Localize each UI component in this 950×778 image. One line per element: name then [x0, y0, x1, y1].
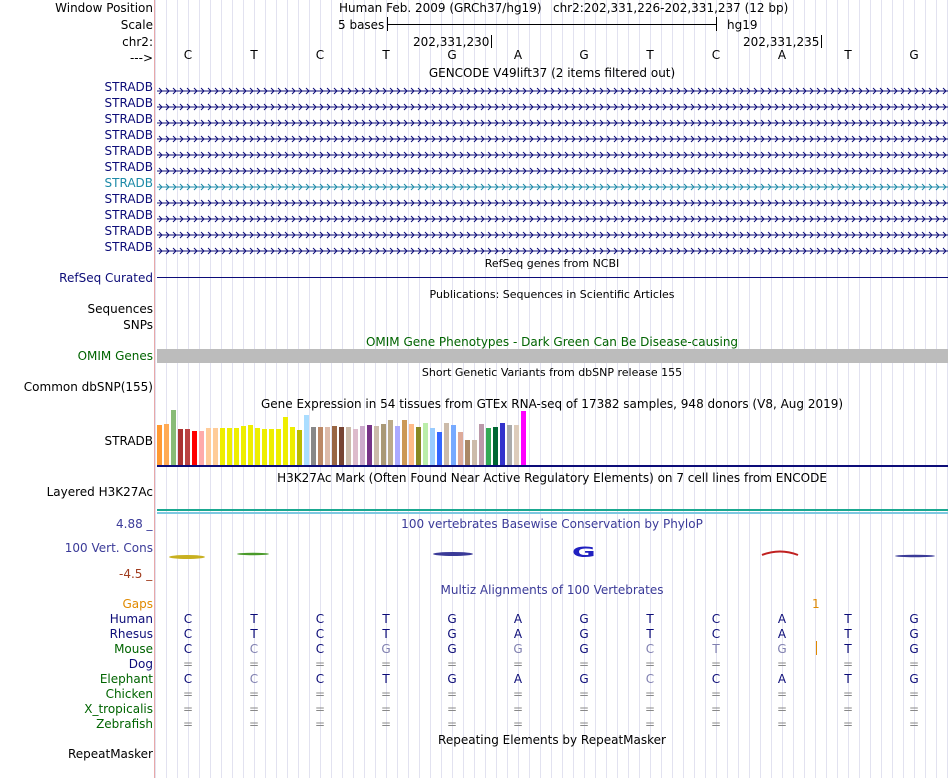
gencode-item-label[interactable]: STRADB	[104, 96, 153, 110]
multiz-base: =	[644, 702, 656, 716]
multiz-species-label[interactable]: X_tropicalis	[84, 702, 153, 716]
multiz-base: =	[314, 702, 326, 716]
gtex-tissue-bar[interactable]	[269, 429, 274, 465]
svg-text:G: G	[571, 544, 596, 561]
base-letter: G	[447, 48, 457, 62]
gencode-gene-model[interactable]	[157, 84, 948, 92]
multiz-base: G	[909, 642, 919, 656]
gtex-tissue-bar[interactable]	[241, 426, 246, 465]
gencode-item-label[interactable]: STRADB	[104, 112, 153, 126]
multiz-base: C	[711, 627, 721, 641]
scale-label: Scale	[120, 18, 153, 32]
multiz-base: T	[646, 627, 654, 641]
multiz-base: =	[776, 702, 788, 716]
gtex-tissue-bar[interactable]	[367, 425, 372, 465]
multiz-base: T	[382, 612, 390, 626]
gtex-tissue-bar[interactable]	[486, 428, 491, 465]
multiz-base: C	[249, 672, 259, 686]
left-border	[154, 0, 155, 778]
multiz-base: T	[844, 642, 852, 656]
gtex-tissue-bar[interactable]	[276, 429, 281, 465]
multiz-base: C	[183, 627, 193, 641]
multiz-base: C	[645, 672, 655, 686]
multiz-base: A	[513, 627, 523, 641]
refseq-gene-line[interactable]	[157, 277, 948, 278]
multiz-base: =	[446, 717, 458, 731]
multiz-base: =	[248, 687, 260, 701]
multiz-base: =	[446, 687, 458, 701]
gencode-item-label[interactable]: STRADB	[104, 80, 153, 94]
gtex-tissue-bar[interactable]	[521, 411, 526, 465]
multiz-base: G	[579, 642, 589, 656]
multiz-base: =	[446, 702, 458, 716]
multiz-base: =	[248, 702, 260, 716]
gencode-item-label[interactable]: STRADB	[104, 128, 153, 142]
dbsnp-label[interactable]: Common dbSNP(155)	[23, 380, 153, 394]
gencode-gene-model[interactable]	[157, 196, 948, 204]
multiz-base: T	[844, 627, 852, 641]
multiz-base: C	[183, 612, 193, 626]
strand-label: --->	[129, 51, 153, 65]
snps-label[interactable]: SNPs	[123, 318, 153, 332]
gtex-tissue-bar[interactable]	[171, 410, 176, 465]
publications-track-title[interactable]: Publications: Sequences in Scientific Articles	[429, 288, 675, 301]
gencode-item-label[interactable]: STRADB	[104, 224, 153, 238]
gtex-tissue-bar[interactable]	[437, 432, 442, 465]
gencode-gene-model[interactable]	[157, 132, 948, 140]
gtex-tissue-bar[interactable]	[402, 420, 407, 465]
multiz-base: =	[182, 657, 194, 671]
multiz-base: =	[710, 687, 722, 701]
refseq-label[interactable]: RefSeq Curated	[59, 271, 153, 285]
gtex-tissue-bar[interactable]	[325, 427, 330, 465]
multiz-base: =	[908, 717, 920, 731]
multiz-base: =	[644, 687, 656, 701]
multiz-species-label[interactable]: Zebrafish	[96, 717, 153, 731]
multiz-base: =	[248, 717, 260, 731]
gtex-tissue-bar[interactable]	[318, 427, 323, 465]
gtex-tissue-bar[interactable]	[297, 430, 302, 465]
multiz-base: =	[710, 702, 722, 716]
gtex-tissue-bar[interactable]	[514, 425, 519, 465]
gtex-tissue-bar[interactable]	[192, 431, 197, 465]
gtex-tissue-bar[interactable]	[430, 428, 435, 465]
multiz-base: G	[777, 642, 787, 656]
multiz-base: A	[513, 612, 523, 626]
multiz-base: G	[447, 672, 457, 686]
gtex-tissue-bar[interactable]	[360, 426, 365, 465]
gencode-item-label[interactable]: STRADB	[104, 208, 153, 222]
base-letter: C	[183, 48, 193, 62]
repeatmasker-track-title[interactable]: Repeating Elements by RepeatMasker	[438, 733, 666, 747]
gtex-tissue-bar[interactable]	[220, 428, 225, 465]
gaps-value: 1	[812, 597, 820, 611]
multiz-base: A	[513, 672, 523, 686]
base-letter: T	[250, 48, 258, 62]
multiz-base: =	[644, 717, 656, 731]
base-letter: T	[382, 48, 390, 62]
ruler-pos-1: 202,331,230	[413, 35, 492, 49]
multiz-base: A	[777, 627, 787, 641]
gtex-tissue-bar[interactable]	[185, 429, 190, 465]
gtex-tissue-bar[interactable]	[500, 423, 505, 465]
gencode-item-label[interactable]: STRADB	[104, 160, 153, 174]
refseq-track-title[interactable]: RefSeq genes from NCBI	[484, 257, 620, 270]
multiz-base: G	[909, 627, 919, 641]
multiz-base: C	[315, 672, 325, 686]
gtex-tissue-bar[interactable]	[199, 431, 204, 465]
base-letter: G	[579, 48, 589, 62]
multiz-base: C	[711, 612, 721, 626]
gencode-track-title[interactable]: GENCODE V49lift37 (2 items filtered out)	[428, 66, 676, 80]
gtex-tissue-bar[interactable]	[255, 428, 260, 465]
multiz-base: =	[842, 717, 854, 731]
multiz-base: T	[382, 627, 390, 641]
multiz-base: T	[712, 642, 720, 656]
gtex-bar-chart[interactable]	[157, 410, 557, 465]
gtex-tissue-bar[interactable]	[395, 426, 400, 465]
multiz-species-label[interactable]: Mouse	[114, 642, 153, 656]
gtex-tissue-bar[interactable]	[283, 417, 288, 465]
multiz-base: C	[183, 672, 193, 686]
multiz-base: =	[644, 657, 656, 671]
gencode-gene-model[interactable]	[157, 148, 948, 156]
h3k27ac-track-title[interactable]: H3K27Ac Mark (Often Found Near Active Regulatory Elements) on 7 cell lines from ENCODE	[277, 471, 827, 485]
multiz-species-label[interactable]: Dog	[128, 657, 153, 671]
multiz-base: =	[908, 702, 920, 716]
multiz-species-label[interactable]: Human	[109, 612, 153, 626]
gtex-tissue-bar[interactable]	[178, 429, 183, 465]
multiz-base: =	[842, 702, 854, 716]
cons-max-label: 4.88 _	[116, 517, 153, 531]
gtex-tissue-bar[interactable]	[290, 427, 295, 465]
multiz-base: =	[908, 687, 920, 701]
gtex-tissue-bar[interactable]	[248, 425, 253, 465]
multiz-base: G	[381, 642, 391, 656]
gtex-tissue-bar[interactable]	[346, 427, 351, 465]
multiz-base: C	[315, 612, 325, 626]
conservation-track-title[interactable]: 100 vertebrates Basewise Conservation by PhyloP	[401, 517, 703, 531]
gtex-tissue-bar[interactable]	[206, 428, 211, 465]
multiz-base: G	[447, 612, 457, 626]
omim-gene-bar[interactable]	[157, 349, 948, 363]
multiz-base: =	[578, 687, 590, 701]
gaps-label[interactable]: Gaps	[122, 597, 153, 611]
gtex-tissue-bar[interactable]	[157, 425, 162, 465]
gtex-tissue-bar[interactable]	[409, 424, 414, 465]
gtex-tissue-bar[interactable]	[311, 427, 316, 465]
multiz-base: G	[909, 612, 919, 626]
gtex-tissue-bar[interactable]	[472, 440, 477, 465]
gencode-gene-model[interactable]	[157, 100, 948, 108]
repeatmasker-label[interactable]: RepeatMasker	[67, 747, 153, 761]
omim-label[interactable]: OMIM Genes	[77, 349, 153, 363]
gtex-tissue-bar[interactable]	[262, 429, 267, 465]
gtex-tissue-bar[interactable]	[451, 425, 456, 465]
multiz-base: =	[512, 687, 524, 701]
gencode-gene-model[interactable]	[157, 116, 948, 124]
multiz-base: A	[777, 612, 787, 626]
db-label: hg19	[727, 18, 758, 32]
gtex-tissue-bar[interactable]	[479, 424, 484, 465]
multiz-base: C	[249, 642, 259, 656]
gtex-tissue-bar[interactable]	[493, 427, 498, 465]
scale-text: 5 bases	[338, 18, 385, 32]
scale-bar	[387, 17, 717, 31]
multiz-base: C	[711, 672, 721, 686]
gtex-tissue-bar[interactable]	[164, 424, 169, 465]
assembly-title: Human Feb. 2009 (GRCh37/hg19) chr2:202,331,226-202,331,237 (12 bp)	[339, 1, 789, 15]
multiz-base: =	[512, 717, 524, 731]
grid-line	[155, 0, 156, 778]
ruler-pos-2: 202,331,235	[743, 35, 822, 49]
multiz-base: =	[842, 687, 854, 701]
gtex-tissue-bar[interactable]	[507, 425, 512, 465]
multiz-base: =	[380, 717, 392, 731]
gencode-gene-model[interactable]	[157, 164, 948, 172]
base-letter: A	[513, 48, 523, 62]
gencode-item-label[interactable]: STRADB	[104, 176, 153, 190]
multiz-base: T	[250, 627, 258, 641]
multiz-base: =	[512, 702, 524, 716]
multiz-base: G	[909, 672, 919, 686]
multiz-base: =	[380, 687, 392, 701]
gtex-tissue-bar[interactable]	[339, 427, 344, 465]
gtex-tissue-bar[interactable]	[213, 428, 218, 465]
multiz-base: =	[446, 657, 458, 671]
gtex-tissue-bar[interactable]	[381, 424, 386, 465]
multiz-species-label[interactable]: Elephant	[99, 672, 153, 686]
omim-track-title[interactable]: OMIM Gene Phenotypes - Dark Green Can Be Disease-causing	[365, 335, 739, 349]
gtex-tissue-bar[interactable]	[353, 429, 358, 465]
multiz-base: =	[248, 657, 260, 671]
multiz-base: G	[447, 627, 457, 641]
multiz-base: =	[380, 702, 392, 716]
gtex-tissue-bar[interactable]	[234, 428, 239, 465]
h3k27ac-label[interactable]: Layered H3K27Ac	[46, 485, 153, 499]
multiz-base: C	[315, 642, 325, 656]
sequences-label[interactable]: Sequences	[87, 302, 153, 316]
base-letter: T	[844, 48, 852, 62]
multiz-base: =	[578, 702, 590, 716]
gencode-gene-model[interactable]	[157, 212, 948, 220]
gtex-track-title[interactable]: Gene Expression in 54 tissues from GTEx RNA-seq of 17382 samples, 948 donors (V8, Aug 2019)	[260, 397, 844, 411]
gtex-tissue-bar[interactable]	[465, 440, 470, 465]
multiz-base: C	[315, 627, 325, 641]
gtex-tissue-bar[interactable]	[458, 432, 463, 465]
gtex-tissue-bar[interactable]	[332, 426, 337, 465]
multiz-base: =	[314, 687, 326, 701]
base-letter: A	[777, 48, 787, 62]
conservation-logo[interactable]	[155, 540, 950, 570]
multiz-base: =	[182, 687, 194, 701]
dbsnp-track-title[interactable]: Short Genetic Variants from dbSNP release 155	[421, 366, 683, 379]
multiz-base: C	[183, 642, 193, 656]
gtex-tissue-bar[interactable]	[227, 428, 232, 465]
multiz-base: =	[182, 717, 194, 731]
gencode-gene-model[interactable]	[157, 244, 948, 252]
multiz-base: =	[578, 717, 590, 731]
multiz-base: T	[844, 612, 852, 626]
chr-label: chr2:	[122, 35, 153, 49]
multiz-base: =	[314, 657, 326, 671]
base-letter: C	[711, 48, 721, 62]
multiz-track-title[interactable]: Multiz Alignments of 100 Vertebrates	[440, 583, 664, 597]
multiz-species-label[interactable]: Chicken	[105, 687, 153, 701]
multiz-base: T	[646, 612, 654, 626]
gencode-item-label[interactable]: STRADB	[104, 144, 153, 158]
multiz-base: =	[776, 657, 788, 671]
h3k27ac-signal-2[interactable]	[157, 512, 948, 514]
multiz-base: =	[380, 657, 392, 671]
gtex-tissue-bar[interactable]	[388, 420, 393, 465]
gtex-tissue-bar[interactable]	[304, 415, 309, 465]
gencode-item-label[interactable]: STRADB	[104, 240, 153, 254]
multiz-base: =	[710, 717, 722, 731]
multiz-base: =	[710, 657, 722, 671]
window-position-label: Window Position	[55, 1, 153, 15]
multiz-base: =	[314, 717, 326, 731]
multiz-species-label[interactable]: Rhesus	[109, 627, 153, 641]
gap-marker	[816, 641, 817, 655]
multiz-base: G	[513, 642, 523, 656]
gtex-label[interactable]: STRADB	[104, 434, 153, 448]
h3k27ac-signal[interactable]	[157, 509, 948, 511]
multiz-base: G	[579, 627, 589, 641]
base-letter: G	[909, 48, 919, 62]
multiz-base: =	[908, 657, 920, 671]
multiz-base: T	[250, 612, 258, 626]
cons-label[interactable]: 100 Vert. Cons	[64, 541, 153, 555]
gtex-tissue-bar[interactable]	[374, 426, 379, 465]
multiz-base: G	[579, 612, 589, 626]
multiz-base: =	[182, 702, 194, 716]
multiz-base: G	[447, 642, 457, 656]
gtex-tissue-bar[interactable]	[416, 427, 421, 465]
gtex-tissue-bar[interactable]	[444, 423, 449, 465]
multiz-base: G	[579, 672, 589, 686]
multiz-base: =	[776, 687, 788, 701]
base-letter: T	[646, 48, 654, 62]
multiz-base: =	[578, 657, 590, 671]
gtex-tissue-bar[interactable]	[423, 423, 428, 465]
multiz-base: =	[842, 657, 854, 671]
gencode-gene-model[interactable]	[157, 228, 948, 236]
gencode-gene-model[interactable]	[157, 180, 948, 188]
multiz-base: C	[645, 642, 655, 656]
base-letter: C	[315, 48, 325, 62]
gencode-item-label[interactable]: STRADB	[104, 192, 153, 206]
multiz-base: T	[382, 672, 390, 686]
multiz-base: A	[777, 672, 787, 686]
multiz-base: =	[512, 657, 524, 671]
multiz-base: T	[844, 672, 852, 686]
cons-min-label: -4.5 _	[119, 567, 153, 581]
multiz-base: =	[776, 717, 788, 731]
gtex-gene-line[interactable]	[157, 465, 948, 467]
